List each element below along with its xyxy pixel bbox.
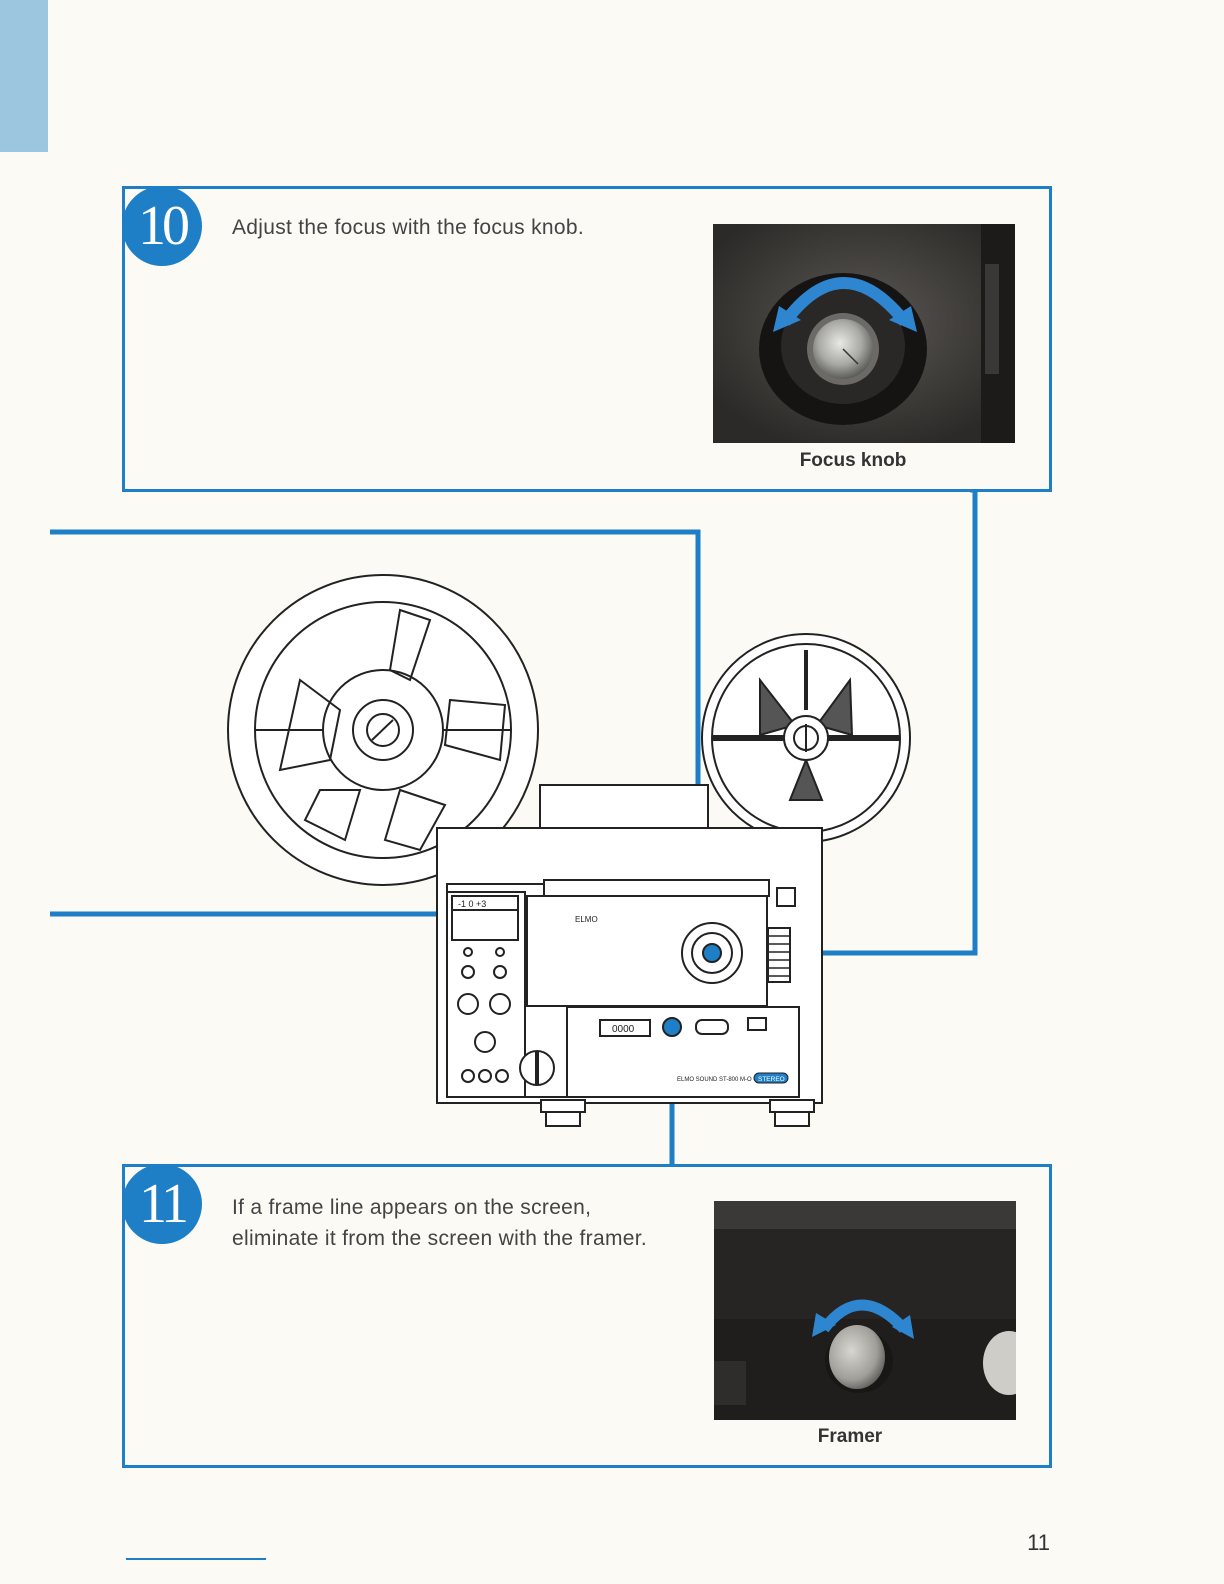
framer-caption: Framer xyxy=(817,1426,883,1447)
focus-knob-photo xyxy=(713,224,1015,443)
meter-scale-label: -1 0 +3 xyxy=(458,899,487,909)
model-label: ELMO SOUND ST-800 M-O xyxy=(677,1077,752,1083)
svg-text:ELMO: ELMO xyxy=(575,915,598,924)
step-11-number-badge: 11 xyxy=(122,1164,202,1244)
step-10-number-badge: 10 xyxy=(122,186,202,266)
footer-rule xyxy=(126,1558,266,1560)
framer-photo xyxy=(714,1201,1016,1420)
page-number: 11 xyxy=(1027,1530,1050,1555)
focus-knob-caption: Focus knob xyxy=(799,450,907,471)
counter-display: 0000 xyxy=(612,1024,635,1035)
stereo-badge: STEREO xyxy=(758,1076,785,1083)
step-10-instruction: Adjust the focus with the focus knob. xyxy=(232,216,584,239)
step-11-instruction: If a frame line appears on the screen, eliminate it from the screen with the framer. xyxy=(232,1196,647,1250)
takeup-reel xyxy=(702,634,910,842)
